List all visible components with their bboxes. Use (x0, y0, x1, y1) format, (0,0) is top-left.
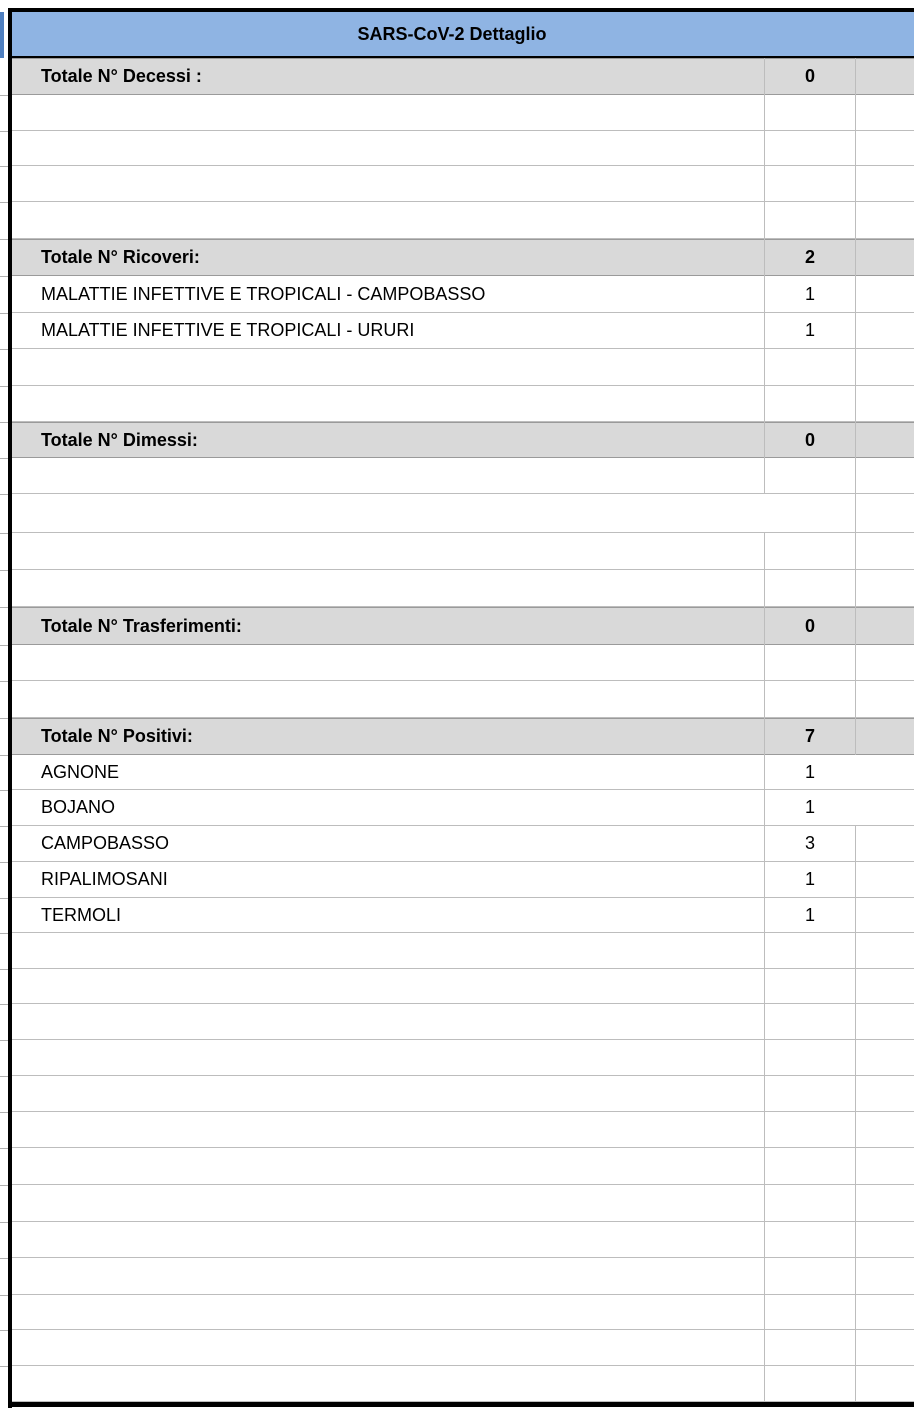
section-total: 0 (804, 429, 815, 450)
empty-row (12, 1185, 914, 1222)
empty-row (12, 95, 914, 131)
empty-row (12, 1258, 914, 1295)
empty-row (12, 166, 914, 202)
item-label: RIPALIMOSANI (41, 869, 168, 889)
section-row-positivi (12, 718, 914, 755)
empty-row (12, 681, 914, 718)
section-label: Totale N° Positivi: (41, 726, 193, 746)
empty-row (12, 570, 914, 607)
list-item (12, 826, 914, 862)
item-label: MALATTIE INFETTIVE E TROPICALI - CAMPOBASSO (41, 283, 486, 304)
section-total: 0 (804, 66, 815, 86)
item-label: AGNONE (41, 761, 120, 782)
empty-row (12, 1295, 914, 1330)
item-value: 1 (804, 797, 815, 817)
empty-row (12, 1040, 914, 1076)
gridline (764, 533, 765, 1402)
section-label: Totale N° Ricoveri: (41, 247, 200, 267)
list-item (12, 755, 914, 790)
section-total: 2 (804, 247, 815, 267)
gridline (855, 826, 856, 1402)
empty-row (12, 933, 914, 969)
list-item (12, 862, 914, 898)
empty-row (12, 494, 914, 533)
left-column-stub (0, 0, 4, 1406)
empty-row (12, 386, 914, 422)
table-border-bottom (8, 1402, 914, 1407)
item-label: CAMPOBASSO (41, 833, 170, 853)
section-row-dimessi (12, 422, 914, 458)
empty-row (12, 969, 914, 1004)
item-value: 1 (804, 904, 815, 925)
empty-row (12, 1330, 914, 1366)
section-total: 0 (804, 615, 815, 636)
section-label: Totale N° Trasferimenti: (41, 615, 242, 636)
empty-row (12, 1366, 914, 1402)
item-label: TERMOLI (41, 904, 122, 925)
item-value: 1 (804, 320, 815, 340)
empty-row (12, 1148, 914, 1185)
section-label: Totale N° Dimessi: (41, 429, 198, 450)
empty-row (12, 533, 914, 570)
item-value: 3 (804, 833, 815, 853)
empty-row (12, 458, 914, 494)
table-border-left (8, 8, 12, 1408)
empty-row (12, 1076, 914, 1112)
empty-row (12, 1112, 914, 1148)
item-value: 1 (804, 869, 815, 889)
section-row-decessi (12, 58, 914, 95)
section-label: Totale N° Decessi : (41, 66, 202, 86)
item-label: BOJANO (41, 797, 116, 817)
section-row-trasferimenti (12, 607, 914, 645)
list-item (12, 898, 914, 933)
list-item (12, 276, 914, 313)
empty-row (12, 349, 914, 386)
gridline (855, 58, 856, 755)
gridline (764, 58, 765, 494)
item-label: MALATTIE INFETTIVE E TROPICALI - URURI (41, 320, 415, 340)
section-row-ricoveri (12, 239, 914, 276)
table-border-top (8, 8, 914, 12)
item-value: 1 (804, 761, 815, 782)
section-total: 7 (804, 726, 815, 746)
header-right-cell (892, 12, 914, 58)
list-item (12, 790, 914, 826)
empty-row (12, 202, 914, 239)
empty-row (12, 1004, 914, 1040)
empty-row (12, 131, 914, 166)
item-value: 1 (804, 283, 815, 304)
list-item (12, 313, 914, 349)
empty-row (12, 645, 914, 681)
empty-row (12, 1222, 914, 1258)
sheet-title: SARS-CoV-2 Dettaglio (12, 12, 892, 58)
